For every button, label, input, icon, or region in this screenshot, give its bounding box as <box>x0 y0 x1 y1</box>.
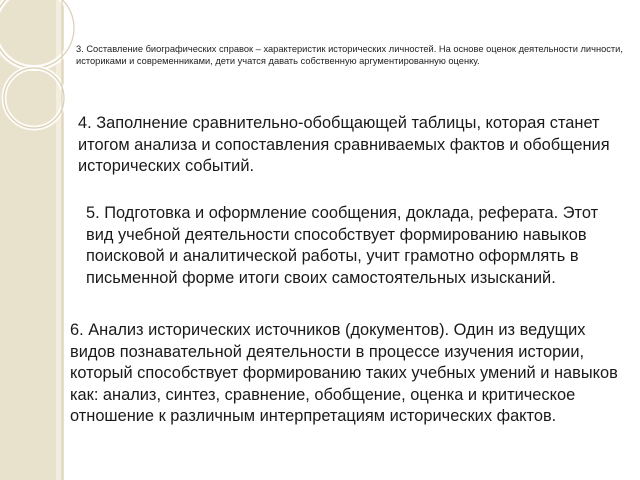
decorative-circle-middle-outline <box>4 68 64 128</box>
paragraph-3: 3. Составление биографических справок – характеристик исторических личностей. На основе оценок деятельности личности, историками и современниками, дети учатся давать собственную аргументированную оценку. <box>76 44 623 66</box>
decorative-circle-top <box>0 0 74 68</box>
paragraph-5: 5. Подготовка и оформление сообщения, доклада, реферата. Этот вид учебной деятельности способствует формированию навыков поисковой и аналитической работы, учит грамотно оформлять в письменной форме итоги своих самостоятельных изысканий. <box>86 204 599 287</box>
paragraph-6: 6. Анализ исторических источников (документов). Один из ведущих видов познавательной деятельности в процессе изучения истории, который способствует формированию таких учебных умений и навыков как: анализ, синтез, сравнение, обобщение, оценка и критическое отношение к различным интерпретациям исторических фактов. <box>70 321 618 425</box>
paragraph-4: 4. Заполнение сравнительно-обобщающей таблицы, которая станет итогом анализа и сопоставления сравниваемых фактов и обобщения исторических событий. <box>78 114 610 175</box>
